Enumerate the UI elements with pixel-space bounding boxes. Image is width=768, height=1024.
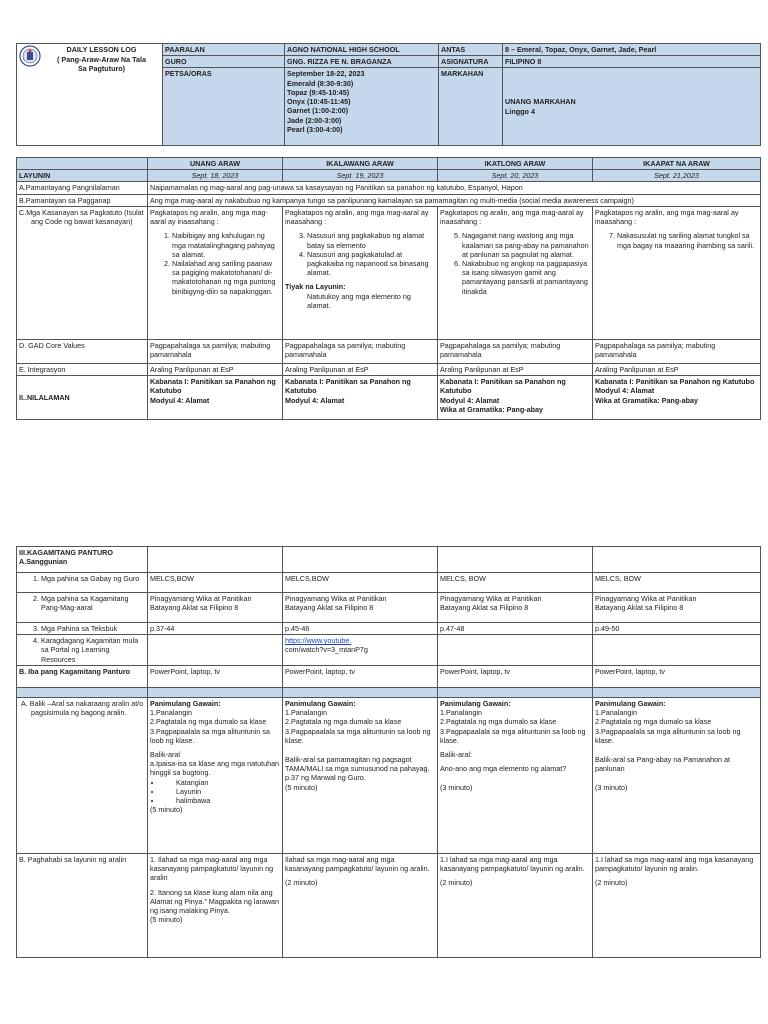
pagpapaalala: 3.Pagpapaalala sa mga alituntunin sa loob ng klase.	[440, 726, 586, 745]
blue-spacer	[593, 687, 761, 697]
integrasyon-day4: Araling Panlipunan at EsP	[593, 363, 761, 375]
markahan-value	[503, 68, 761, 146]
day-name: IKATLONG ARAW	[438, 158, 593, 170]
gad-day3: Pagpapahalaga sa pamilya; mabuting pamamahala	[438, 339, 593, 363]
balik-aral-day2	[283, 697, 438, 853]
guro-value: GNG. RIZZA FE N. BRAGANZA	[285, 56, 439, 68]
kasanayan-item: 4. Nasusuri ang pagkakatulad at pagkakaiba ng napanood sa binasang alamat.	[307, 250, 435, 278]
blank-cell	[148, 635, 283, 666]
day-date: Sept. 21,2023	[593, 170, 761, 182]
kagamitan-cell: PowerPoint, laptop, tv	[438, 665, 593, 687]
petsa-line: Topaz (9:45-10:45)	[287, 87, 350, 97]
paghahabi-day1	[148, 853, 283, 957]
paghahabi-label: B. Paghahabi sa layunin ng aralin	[17, 853, 148, 957]
pagtatala: 2.Pagtatala ng mga dumalo sa klase	[440, 717, 557, 727]
gad-day1: Pagpapahalaga sa pamilya; mabuting pamamahala	[148, 339, 283, 363]
nilalaman-day3	[438, 376, 593, 420]
kagamitan-row-text: 2. Mga pahina sa Kagamitang Pang-Mag-aaral	[41, 594, 145, 612]
kagamitan-label: III.KAGAMITANG PANTURO	[19, 548, 113, 557]
youtube-link[interactable]: https://www.youtube.	[285, 636, 352, 646]
pamantayan-pagganap-text: Ang mga mag-aaral ay nakabubuo ng kampanya tungo sa panlipunang kamalayan sa pamamagitan ng multi-media (social media awareness campaign)	[148, 194, 761, 206]
pamantayan-pagganap-label: B.Pamantayan sa Pagganap	[17, 194, 148, 206]
kasanayan-item: 7. Nakasusulat ng sariling alamat tungkol sa mga bagay na maaaring ihambing sa sarili.	[617, 231, 758, 249]
pagpapaalala: 3.Pagpapaalala sa mga alituntunin sa loob ng klase.	[595, 726, 741, 745]
kasanayan-intro: Pagkatapos ng aralin, ang mga mag-aaral ay inaasahang :	[150, 207, 268, 227]
time-note: (2 minuto)	[440, 878, 473, 888]
wika: Wika at Gramatika: Pang-abay	[440, 404, 543, 414]
modyul: Modyul 4: Alamat	[440, 395, 500, 405]
gad-label: D. GAD Core Values	[17, 339, 148, 363]
kagamitan-row-label	[17, 623, 148, 635]
gad-day4: Pagpapahalaga sa pamilya; mabuting pamamahala	[593, 339, 761, 363]
kagamitan-cell: MELCS,BOW	[283, 573, 438, 593]
asignatura-value: FILIPINO 8	[503, 56, 761, 68]
asignatura-label: ASIGNATURA	[439, 56, 503, 68]
kagamitan-cell: p.45-46	[283, 623, 438, 635]
kagamitan-row-label	[17, 573, 148, 593]
kasanayan-label: C.Mga Kasanayan sa Pagkatuto (Isulat ang Code ng bawat kasanayan)	[17, 206, 148, 339]
kabanata: Kabanata I: Panitikan sa Panahon ng Katutubo	[595, 377, 755, 387]
balik-aral: Balik-aral sa Pang-abay na Pamanahon at panlunan	[595, 754, 731, 774]
layunin-table	[16, 157, 761, 420]
kagamitan-cell	[593, 593, 761, 623]
balik-aral: Balik-aral sa pamamagitan ng pagsagot TAMA/MALI sa mga sumusunod na pahayag.	[285, 754, 430, 774]
integrasyon-day3: Araling Panlipunan at EsP	[438, 363, 593, 375]
pamantayang-pangnilalaman-label: A.Pamantayang Pangnilalaman	[17, 182, 148, 194]
pagtatala: 2.Pagtatala ng mga dumalo sa klase	[150, 717, 267, 727]
kagamitan-row-text: 3. Mga Pahina sa Teksbuk	[41, 624, 145, 633]
kasanayan-day2	[283, 206, 438, 339]
deped-seal-icon	[19, 45, 41, 67]
day-date: Sept. 18, 2023	[148, 170, 283, 182]
kagamitan-row-label	[17, 593, 148, 623]
title-line1: DAILY LESSON LOG	[66, 45, 137, 54]
petsa-line: Onyx (10:45-11:45)	[287, 97, 351, 107]
kasanayan-item: 6. Nakabubuo ng angkop na pagpapasiya sa isang sitwasyon gamit ang pamantayang pansarili at pamantayang itinakda	[462, 259, 590, 296]
time-note: (2 minuto)	[285, 878, 318, 888]
wika: Wika at Gramatika: Pang-abay	[595, 395, 698, 405]
tiyak-na-layunin: Tiyak na Layunin:	[285, 282, 346, 292]
nilalaman-day4	[593, 376, 761, 420]
pagtatala: 2.Pagtatala ng mga dumalo sa klase	[595, 717, 712, 727]
youtube-link-cell	[283, 635, 438, 666]
blank-cell	[593, 635, 761, 666]
blank-cell	[593, 547, 761, 573]
time-note: (3 minuto)	[595, 783, 628, 793]
kagamitan-cell: MELCS, BOW	[438, 573, 593, 593]
kasanayan-day1	[148, 206, 283, 339]
kabanata: Kabanata I: Panitikan sa Panahon ng Katutubo	[285, 377, 411, 396]
panalangin: 1.Panalangin	[440, 708, 482, 718]
paghahabi-item: 1. Ilahad sa mga mag-aaral ang mga kasanayang pampagkatuto/ layunin ng aralin	[150, 854, 274, 883]
balik-aral-day4	[593, 697, 761, 853]
kagamitan-cell: p.47-48	[438, 623, 593, 635]
aklat-title: Pinagyamang Wika at Panitikan	[150, 594, 252, 603]
iba-pang-kagamitan-label: B. Iba pang Kagamitang Panturo	[17, 665, 148, 687]
aklat-title: Pinagyamang Wika at Panitikan	[595, 594, 697, 603]
paghahabi-day3	[438, 853, 593, 957]
time-note: (5 minuto)	[150, 805, 183, 815]
day-name: IKAAPAT NA ARAW	[593, 158, 761, 170]
title-cell	[17, 44, 163, 146]
time-note: (2 minuto)	[595, 878, 628, 888]
kagamitan-cell: PowerPoint, laptop, tv	[148, 665, 283, 687]
aklat-sub: Batayang Aklat sa Filipino 8	[595, 603, 684, 613]
nilalaman-label: II..NILALAMAN	[17, 376, 148, 420]
day-date: Sept. 19, 2023	[283, 170, 438, 182]
title-line3: Sa Pagtuturo)	[77, 64, 126, 74]
kasanayan-day3	[438, 206, 593, 339]
kagamitan-row-text: 4. Karagdagang Kagamitan mula sa Portal ng Learning Resources	[41, 636, 145, 664]
petsa-line: Garnet (1:00-2:00)	[287, 106, 349, 116]
markahan-line2: Linggo 4	[505, 106, 535, 116]
time-note: (5 minuto)	[150, 915, 183, 925]
blank-cell	[17, 158, 148, 170]
pagpapaalala: 3.Pagpapaalala sa mga alituntunin sa loob ng klase.	[285, 726, 431, 745]
kagamitan-cell: p.37-44	[148, 623, 283, 635]
blue-spacer	[17, 687, 148, 697]
antas-value: 8 – Emeral, Topaz, Onyx, Garnet, Jade, Pearl	[503, 44, 761, 56]
aklat-sub: Batayang Aklat sa Filipino 8	[440, 603, 529, 613]
kagamitan-row-label	[17, 635, 148, 666]
bullet-item: • Layunin	[162, 787, 280, 796]
paaralan-value: AGNO NATIONAL HIGH SCHOOL	[285, 44, 439, 56]
blank-cell	[438, 635, 593, 666]
panimulang-gawain: Panimulang Gawain:	[595, 698, 666, 708]
panimulang-gawain: Panimulang Gawain:	[150, 698, 221, 708]
kagamitan-cell: p.49-50	[593, 623, 761, 635]
pamantayang-pangnilalaman-text: Naipamamalas ng mag-aaral ang pag-unawa sa kasaysayan ng Panitikan sa panahon ng katutubo, Espanyol, Hapon	[148, 182, 761, 194]
kasanayan-intro: Pagkatapos ng aralin, ang mga mag-aaral ay inaasahang :	[285, 207, 429, 227]
blue-spacer	[148, 687, 283, 697]
balik-aral: Balik-aral:	[440, 749, 472, 759]
guro-label: GURO	[163, 56, 285, 68]
panalangin: 1.Panalangin	[150, 708, 192, 718]
sanggunian-label: A.Sanggunian	[19, 557, 68, 567]
day-date: Sept. 20, 2023	[438, 170, 593, 182]
kagamitan-label-cell	[17, 547, 148, 573]
balik-aral-label: A. Balik –Aral sa nakaraang aralin at/o pagsisimula ng bagong aralin.	[17, 697, 148, 853]
day-name: IKALAWANG ARAW	[283, 158, 438, 170]
kagamitan-cell: PowerPoint, laptop, tv	[283, 665, 438, 687]
balik-aral: Balik-aral	[150, 749, 180, 759]
balik-aral-day1	[148, 697, 283, 853]
petsa-line: Pearl (3:00-4:00)	[287, 124, 343, 134]
pagtatala: 2.Pagtatala ng mga dumalo sa klase	[285, 717, 402, 727]
paghahabi-item: 1.I lahad sa mga mag-aaral ang mga kasanayang pampagkatuto/ layunin ng aralin.	[595, 854, 754, 874]
header-table	[16, 43, 761, 146]
aklat-title: Pinagyamang Wika at Panitikan	[440, 594, 542, 603]
integrasyon-label: E. Integrasyon	[17, 363, 148, 375]
panimulang-gawain: Panimulang Gawain:	[440, 698, 511, 708]
time-note: (3 minuto)	[440, 783, 473, 793]
modyul: Modyul 4: Alamat	[285, 395, 345, 405]
title-line2: ( Pang-Araw-Araw Na Tala	[57, 54, 146, 64]
blue-spacer	[438, 687, 593, 697]
antas-label: ANTAS	[439, 44, 503, 56]
petsa-value	[285, 68, 439, 146]
paghahabi-day4	[593, 853, 761, 957]
aklat-title: Pinagyamang Wika at Panitikan	[285, 594, 387, 603]
blue-spacer	[283, 687, 438, 697]
gad-day2: Pagpapahalaga sa pamilya; mabuting pamamahala	[283, 339, 438, 363]
kagamitan-cell: MELCS, BOW	[593, 573, 761, 593]
nilalaman-day2	[283, 376, 438, 420]
bullet-item: • Katangian	[162, 778, 280, 787]
kasanayan-item: 2. Nailalahad ang sariling paanaw sa pagiging makatotohanan/ di-makatotohanan ng mga puntong binibigyng-diin sa napakinggan.	[172, 259, 280, 296]
aklat-sub: Batayang Aklat sa Filipino 8	[285, 603, 374, 613]
kasanayan-item: 1. Naibibigay ang kahulugan ng mga matatalinghagang pahayag sa alamat.	[172, 231, 280, 259]
pagpapaalala: 3.Pagpapaalala sa mga alituntunin sa loob ng klase.	[150, 726, 270, 745]
paghahabi-item: 1.I lahad sa mga mag-aaral ang mga kasanayang pampagkatuto/ layunin ng aralin.	[440, 854, 585, 874]
kasanayan-item: 3. Nasusuri ang pagkakabuo ng alamat batay sa elemento	[307, 231, 435, 249]
modyul: Modyul 4: Alamat	[150, 395, 210, 405]
blank-cell	[283, 547, 438, 573]
kasanayan-intro: Pagkatapos ng aralin, ang mga mag-aaral ay inaasahang :	[440, 207, 584, 227]
blank-cell	[148, 547, 283, 573]
kagamitan-cell	[438, 593, 593, 623]
kagamitan-cell	[148, 593, 283, 623]
youtube-link-rest: com/watch?v=3_mtanP7g	[285, 645, 368, 655]
balik-aral-question: Ano-ano ang mga elemento ng alamat?	[440, 764, 567, 774]
petsa-line: Emerald (8:30-9:30)	[287, 78, 354, 88]
nilalaman-day1	[148, 376, 283, 420]
paaralan-label: PAARALAN	[163, 44, 285, 56]
paghahabi-day2	[283, 853, 438, 957]
panalangin: 1.Panalangin	[595, 708, 637, 718]
bullet-item: • halimbawa	[162, 796, 280, 805]
petsa-line: Jade (2:00-3:00)	[287, 115, 342, 125]
blank-cell	[438, 547, 593, 573]
balik-aral-item: a.Ipaisa-isa sa klase ang mga natutuhan hinggil sa bugtong.	[150, 759, 280, 778]
petsa-label: PETSA/ORAS	[163, 68, 285, 146]
kagamitan-row-text: 1. Mga pahina sa Gabay ng Guro	[41, 574, 145, 583]
panimulang-gawain: Panimulang Gawain:	[285, 698, 356, 708]
kagamitan-cell	[283, 593, 438, 623]
petsa-line: September 18-22, 2023	[287, 69, 365, 79]
reference: p.37 ng Manwal ng Guro.	[285, 773, 366, 783]
tiyak-item: Natutukoy ang mga elemento ng alamat.	[307, 291, 411, 310]
markahan-line1: UNANG MARKAHAN	[505, 97, 576, 107]
integrasyon-day2: Araling Panlipunan at EsP	[283, 363, 438, 375]
kasanayan-intro: Pagkatapos ng aralin, ang mga mag-aaral ay inaasahang :	[595, 207, 739, 227]
kabanata: Kabanata I: Panitikan sa Panahon ng Katutubo	[150, 377, 276, 396]
kagamitan-cell: MELCS,BOW	[148, 573, 283, 593]
balik-aral-day3	[438, 697, 593, 853]
modyul: Modyul 4: Alamat	[595, 386, 655, 396]
integrasyon-day1: Araling Panlipunan at EsP	[148, 363, 283, 375]
kasanayan-item: 5. Nagagamit nang wastong ang mga kaalaman sa pang-abay na pamanahon at panlunan sa pagsulat ng alamat.	[462, 231, 590, 259]
kasanayan-day4	[593, 206, 761, 339]
kagamitan-table	[16, 546, 761, 958]
paghahabi-item: Ilahad sa mga mag-aaral ang mga kasanayang pampagkatuto/ layunin ng aralin.	[285, 854, 430, 874]
day-name: UNANG ARAW	[148, 158, 283, 170]
time-note: (5 minuto)	[285, 782, 318, 792]
kagamitan-cell: PowerPoint, laptop, tv	[593, 665, 761, 687]
layunin-label: LAYUNIN	[17, 170, 148, 182]
aklat-sub: Batayang Aklat sa Filipino 8	[150, 603, 239, 613]
markahan-label: MARKAHAN	[439, 68, 503, 146]
panalangin: 1.Panalangin	[285, 708, 327, 718]
kabanata: Kabanata I: Panitikan sa Panahon ng Katutubo	[440, 377, 566, 396]
paghahabi-item: 2. Itanong sa klase kung alam nila ang Alamat ng Pinya.” Magpakita ng larawan ng isang malaking Pinya.	[150, 887, 280, 915]
